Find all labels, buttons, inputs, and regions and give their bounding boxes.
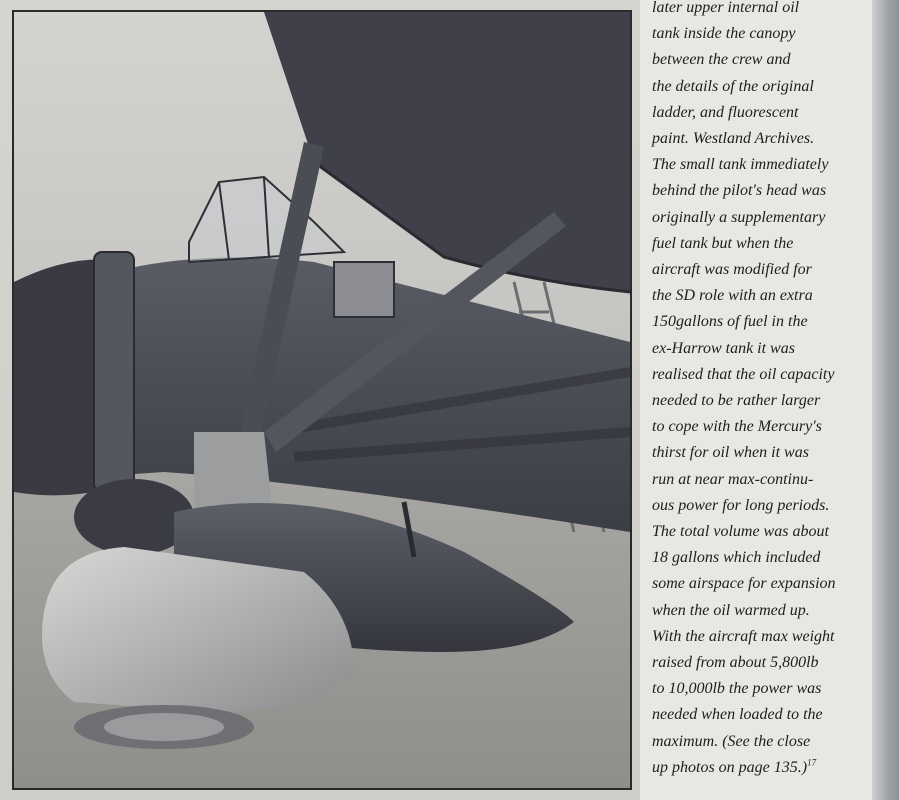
caption-line: aircraft was modified for (652, 261, 812, 279)
caption-line: ous power for long periods. (652, 496, 830, 514)
caption-line: up photos on page 135.) (652, 758, 808, 776)
caption-line: run at near max-continu- (652, 470, 814, 488)
caption-line: 150gallons of fuel in the (652, 313, 808, 331)
caption-line: the details of the original (652, 77, 814, 95)
aircraft-photo-illustration (14, 12, 630, 788)
caption-line: behind the pilot's head was (652, 182, 827, 200)
footnote-marker: 17 (807, 757, 817, 768)
photo-caption (652, 0, 870, 800)
aircraft-photograph (12, 10, 632, 790)
book-gutter-edge (872, 0, 899, 800)
caption-line: The total volume was about (652, 523, 829, 541)
caption-line: maximum. (See the close (652, 732, 811, 750)
caption-line: fuel tank but when the (652, 234, 794, 252)
caption-line: between the crew and (652, 51, 791, 69)
caption-line: paint. Westland Archives. (652, 130, 815, 148)
caption-line: needed when loaded to the (652, 706, 823, 724)
caption-line: later upper internal oil (652, 0, 800, 16)
caption-line: With the aircraft max weight (652, 627, 835, 645)
caption-line: to 10,000lb the power was (652, 680, 822, 698)
caption-line: thirst for oil when it was (652, 444, 809, 462)
caption-line: some airspace for expansion (652, 575, 836, 593)
caption-line: when the oil warmed up. (652, 601, 810, 619)
caption-line: ladder, and fluorescent (652, 103, 799, 121)
caption-line: the SD role with an extra (652, 287, 813, 305)
caption-line: ex-Harrow tank it was (652, 339, 795, 357)
caption-line: needed to be rather larger (652, 392, 821, 410)
caption-line: to cope with the Mercury's (652, 418, 822, 436)
caption-last-line (652, 755, 870, 781)
caption-line: 18 gallons which included (652, 549, 821, 567)
caption-line: raised from about 5,800lb (652, 654, 819, 672)
caption-line: originally a supplementary (652, 208, 826, 226)
caption-line: realised that the oil capacity (652, 365, 835, 383)
caption-line: The small tank immediately (652, 156, 829, 174)
caption-line: tank inside the canopy (652, 25, 796, 43)
